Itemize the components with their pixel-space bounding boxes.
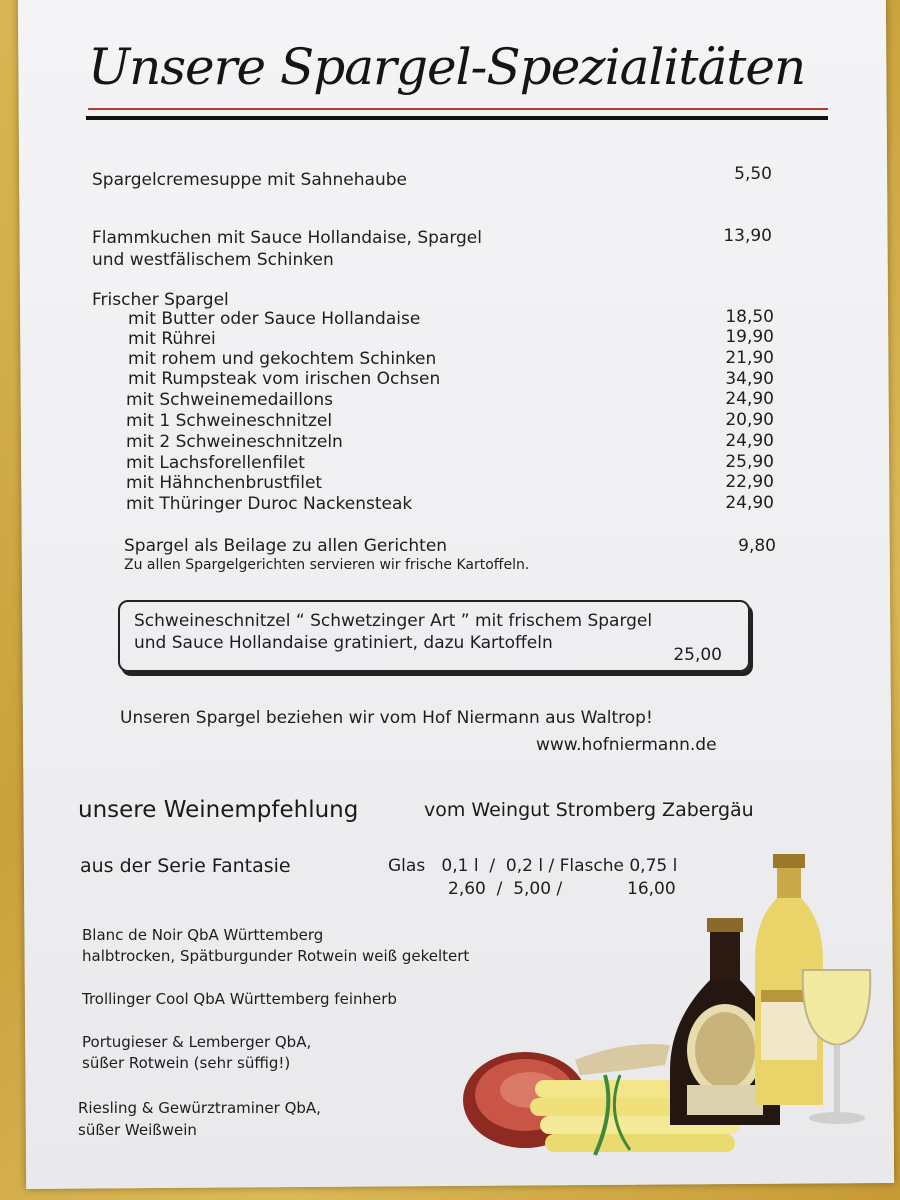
wine-item-line2: süßer Rotwein (sehr süffig!) <box>82 1054 291 1072</box>
wine-sizes: Glas 0,1 l / 0,2 l / Flasche 0,75 l <box>388 856 678 876</box>
item-flammkuchen-name-2: und westfälischem Schinken <box>92 250 334 270</box>
special-price: 25,00 <box>673 645 722 665</box>
special-line-1: Schweineschnitzel “ Schwetzinger Art ” mit frischem Spargel <box>134 611 653 631</box>
item-flammkuchen-name: Flammkuchen mit Sauce Hollandaise, Spargel <box>92 228 482 248</box>
fresh-option-price: 19,90 <box>725 327 774 347</box>
fresh-option-label: mit Thüringer Duroc Nackensteak <box>126 494 413 514</box>
wine-item-line1: Blanc de Noir QbA Württemberg <box>82 926 324 944</box>
item-soup-name: Spargelcremesuppe mit Sahnehaube <box>92 170 407 190</box>
wine-item-line2: halbtrocken, Spätburgunder Rotwein weiß gekeltert <box>82 947 470 965</box>
source-note: Unseren Spargel beziehen wir vom Hof Niermann aus Waltrop! <box>120 708 653 728</box>
page-title: Unsere Spargel-Spezialitäten <box>88 38 806 96</box>
wine-heading: unsere Weinempfehlung <box>78 797 359 823</box>
side-dish-price: 9,80 <box>738 536 776 556</box>
wine-prices: 2,60 / 5,00 / 16,00 <box>448 879 676 899</box>
fresh-option-price: 18,50 <box>725 307 774 327</box>
fresh-heading: Frischer Spargel <box>92 290 229 310</box>
fresh-option-label: mit Hähnchenbrustfilet <box>126 473 323 493</box>
title-underline <box>86 116 828 120</box>
asparagus-wine-illustration <box>455 850 885 1170</box>
wine-item-line1: Portugieser & Lemberger QbA, <box>82 1033 312 1051</box>
fresh-option-price: 24,90 <box>725 493 774 513</box>
wine-winery: vom Weingut Stromberg Zabergäu <box>424 799 754 821</box>
fresh-option-label: mit Schweinemedaillons <box>126 390 334 410</box>
fresh-option-price: 25,90 <box>725 452 774 472</box>
wine-item-line1: Riesling & Gewürztraminer QbA, <box>78 1099 321 1117</box>
fresh-option-price: 20,90 <box>725 410 774 430</box>
wine-item-line1: Trollinger Cool QbA Württemberg feinherb <box>82 990 397 1008</box>
fresh-option-label: mit Rührei <box>128 329 216 349</box>
fresh-option-label: mit rohem und gekochtem Schinken <box>128 349 437 369</box>
side-dish-note: Zu allen Spargelgerichten servieren wir frische Kartoffeln. <box>124 557 530 573</box>
fresh-option-label: mit 2 Schweineschnitzeln <box>126 432 343 452</box>
fresh-option-label: mit Lachsforellenfilet <box>126 453 305 473</box>
fresh-option-price: 34,90 <box>725 369 774 389</box>
fresh-option-label: mit Butter oder Sauce Hollandaise <box>128 309 421 329</box>
title-underline-red <box>88 108 828 110</box>
wine-item-line2: süßer Weißwein <box>78 1121 197 1139</box>
fresh-option-price: 22,90 <box>725 472 774 492</box>
side-dish-label: Spargel als Beilage zu allen Gerichten <box>124 536 448 556</box>
wine-series: aus der Serie Fantasie <box>80 855 291 877</box>
item-soup-price: 5,50 <box>734 164 772 184</box>
fresh-option-label: mit 1 Schweineschnitzel <box>126 411 333 431</box>
item-flammkuchen-price: 13,90 <box>723 226 772 246</box>
fresh-option-price: 24,90 <box>725 431 774 451</box>
fresh-option-label: mit Rumpsteak vom irischen Ochsen <box>128 369 441 389</box>
fresh-option-price: 21,90 <box>725 348 774 368</box>
source-url: www.hofniermann.de <box>536 735 717 755</box>
fresh-option-price: 24,90 <box>725 389 774 409</box>
sauce-boat-icon <box>575 1044 670 1075</box>
special-line-2: und Sauce Hollandaise gratiniert, dazu Kartoffeln <box>134 633 553 653</box>
